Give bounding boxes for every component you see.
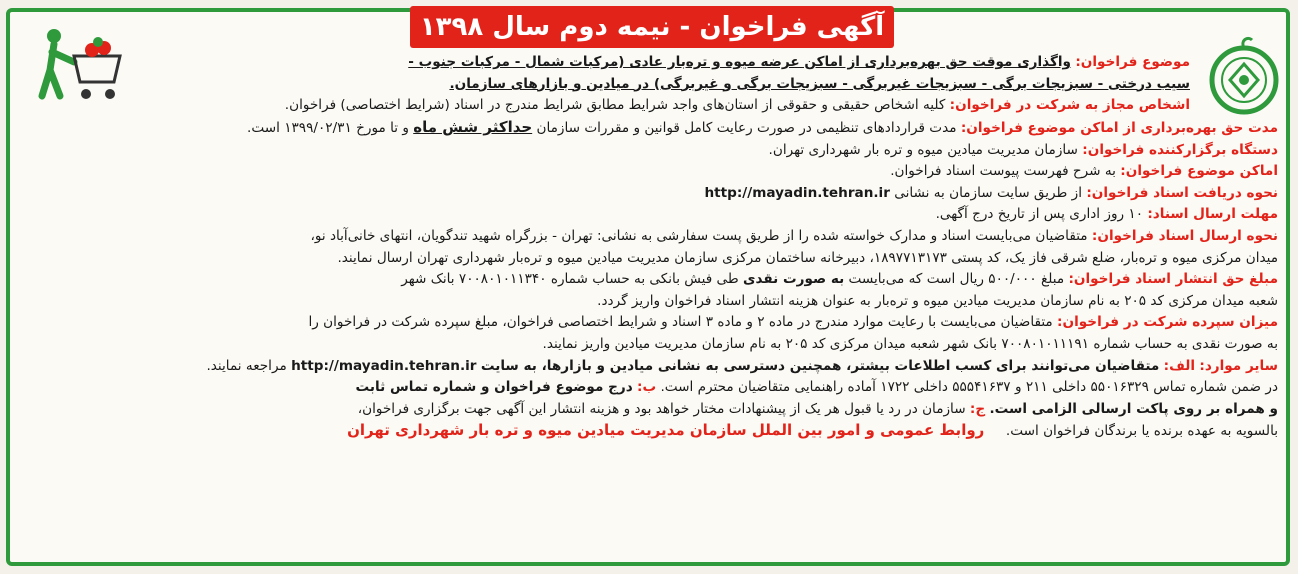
deposit-line-2: [26, 334, 1278, 356]
places-text: به شرح فهرست پیوست اسناد فراخوان.: [890, 163, 1116, 180]
notice-title: آگهی فراخوان - نیمه دوم سال ۱۳۹۸: [410, 6, 894, 48]
subject-text-2: سیب درختی - سبزیجات برگی - سبزیجات غیربرگی - سبزیجات برگی و غیربرگی) در میادین و بازارهای سازمان.: [449, 75, 1190, 92]
deposit-line-1: [26, 312, 1278, 334]
other-b-text: درج موضوع فراخوان و شماره تماس ثابت: [355, 379, 633, 396]
fee-text-2: شعبه میدان مرکزی کد ۲۰۵ به نام سازمان مدیریت میادین میوه و تره‌بار به عنوان هزینه انتشار اسناد فراخوان واریز گردد.: [597, 292, 1278, 309]
subject-label: موضوع فراخوان:: [1075, 54, 1190, 70]
fee-line-2: [26, 291, 1278, 313]
duration-text-a: مدت قراردادهای تنظیمی در صورت رعایت کامل قوانین و مقررات سازمان: [536, 120, 957, 136]
tehran-municipality-logo-icon: [1206, 34, 1282, 118]
other-line-3: [26, 399, 1278, 421]
subject-text-1: واگذاری موقت حق بهره‌برداری از اماکن عرضه میوه و تره‌بار عادی (مرکبات شمال - مرکبات جنوب -: [408, 54, 1072, 70]
duration-label: مدت حق بهره‌برداری از اماکن موضوع فراخوان:: [960, 120, 1278, 136]
deadline-line: [26, 204, 1278, 226]
organizer-label: دستگاه برگزارکننده فراخوان:: [1082, 141, 1278, 158]
organizer-text: سازمان مدیریت میادین میوه و تره بار شهرداری تهران.: [768, 141, 1078, 158]
deposit-text-2: به صورت نقدی به حساب شماره ۷۰۰۸۰۱۰۱۱۱۹۱ بانک شهر شعبه میدان مرکزی کد ۲۰۵ به نام سازمان مدیریت میادین واریز نمایند.: [542, 335, 1278, 352]
deadline-text: ۱۰ روز اداری پس از تاریخ درج آگهی.: [935, 206, 1144, 223]
notice-body: [26, 52, 1190, 117]
eligible-text: کلیه اشخاص حقیقی و حقوقی از استان‌های واجد شرایط مطابق شرایط مندرج در اسناد (شرایط اختصاصی) فراخوان.: [284, 97, 946, 114]
places-line: [26, 161, 1278, 183]
other-c-text: سازمان در رد یا قبول هر یک از پیشنهادات مختار خواهد بود و هزینه انتشار این آگهی جهت برگزاری فراخوان،: [357, 400, 966, 417]
fee-text-1a: مبلغ ۵۰۰/۰۰۰ ریال است که می‌بایست: [848, 271, 1065, 288]
subject-line-1: [26, 52, 1190, 74]
footer-signature: روابط عمومی و امور بین الملل سازمان مدیریت میادین میوه و تره بار شهرداری تهران: [347, 421, 985, 440]
other-a-label: الف:: [1163, 357, 1196, 374]
deadline-label: مهلت ارسال اسناد:: [1147, 206, 1278, 223]
fee-bold: به صورت نقدی: [743, 271, 845, 288]
deposit-label: میزان سپرده شرکت در فراخوان:: [1057, 314, 1278, 331]
duration-text-b: و تا مورخ ۱۳۹۹/۰۲/۳۱ است.: [247, 120, 409, 136]
send-line-1: [26, 226, 1278, 248]
send-label: نحوه ارسال اسناد فراخوان:: [1091, 227, 1278, 244]
receive-line: [26, 183, 1278, 205]
other-line-2: [26, 377, 1278, 399]
send-text-1: متقاضیان می‌بایست اسناد و مدارک خواسته شده را از طریق پست سفارشی به نشانی: تهران - بزرگراه شهید تندگویان، انتهای خانی‌آباد نو،: [310, 227, 1088, 244]
send-text-2: میدان مرکزی میوه و تره‌بار، ضلع شرقی فاز یک، کد پستی ۱۸۹۷۷۱۳۱۷۳، دبیرخانه ساختمان مرکزی سازمان مدیریت میادین میوه و تره‌بار شهرداری تهران ارسال نمایند.: [337, 249, 1278, 266]
other-c-label: ج:: [969, 400, 986, 417]
other-a-tail: مراجعه نمایند.: [206, 357, 287, 374]
fee-label: مبلغ حق انتشار اسناد فراخوان:: [1068, 271, 1278, 288]
duration-line: [26, 117, 1278, 140]
other-line-4: [26, 420, 1278, 443]
other-url-link[interactable]: http://mayadin.tehran.ir: [291, 357, 477, 374]
receive-url-link[interactable]: http://mayadin.tehran.ir: [704, 184, 890, 201]
other-b-label: ب:: [637, 379, 657, 396]
other-a-text: متقاضیان می‌توانند برای کسب اطلاعات بیشتر، همچنین دسترسی به نشانی میادین و بازارها، به سایت: [480, 357, 1160, 374]
receive-text: از طریق سایت سازمان به نشانی: [894, 184, 1083, 201]
organizer-line: [26, 140, 1278, 162]
other-line3a: و همراه بر روی پاکت ارسالی الزامی است.: [989, 400, 1278, 417]
subject-line-2: [26, 74, 1190, 96]
other-line4: بالسویه به عهده برنده یا برندگان فراخوان است.: [1005, 423, 1278, 440]
fee-text-1b: طی فیش بانکی به حساب شماره ۷۰۰۸۰۱۰۱۱۳۴۰ بانک شهر: [401, 271, 739, 288]
deposit-text-1: متقاضیان می‌بایست با رعایت موارد مندرج در ماده ۲ و ماده ۳ اسناد و شرایط اختصاصی فراخوان، مبلغ سپرده شرکت در فراخوان را: [308, 314, 1053, 331]
notice-body-full: [26, 117, 1278, 443]
duration-bold: حداکثر شش ماه: [413, 118, 533, 136]
other-line-1: [26, 356, 1278, 378]
fee-line-1: [26, 269, 1278, 291]
receive-label: نحوه دریافت اسناد فراخوان:: [1086, 184, 1278, 201]
eligible-line: [26, 95, 1190, 117]
send-line-2: [26, 248, 1278, 270]
other-line2a: در ضمن شماره تماس ۵۵۰۱۶۳۲۹ داخلی ۲۱۱ و ۵۵۵۴۱۶۳۷ داخلی ۱۷۲۲ آماده راهنمایی متقاضیان محترم است.: [660, 379, 1278, 396]
other-label: سایر موارد:: [1199, 357, 1278, 374]
places-label: اماکن موضوع فراخوان:: [1120, 163, 1278, 180]
eligible-label: اشخاص مجاز به شرکت در فراخوان:: [949, 97, 1190, 114]
